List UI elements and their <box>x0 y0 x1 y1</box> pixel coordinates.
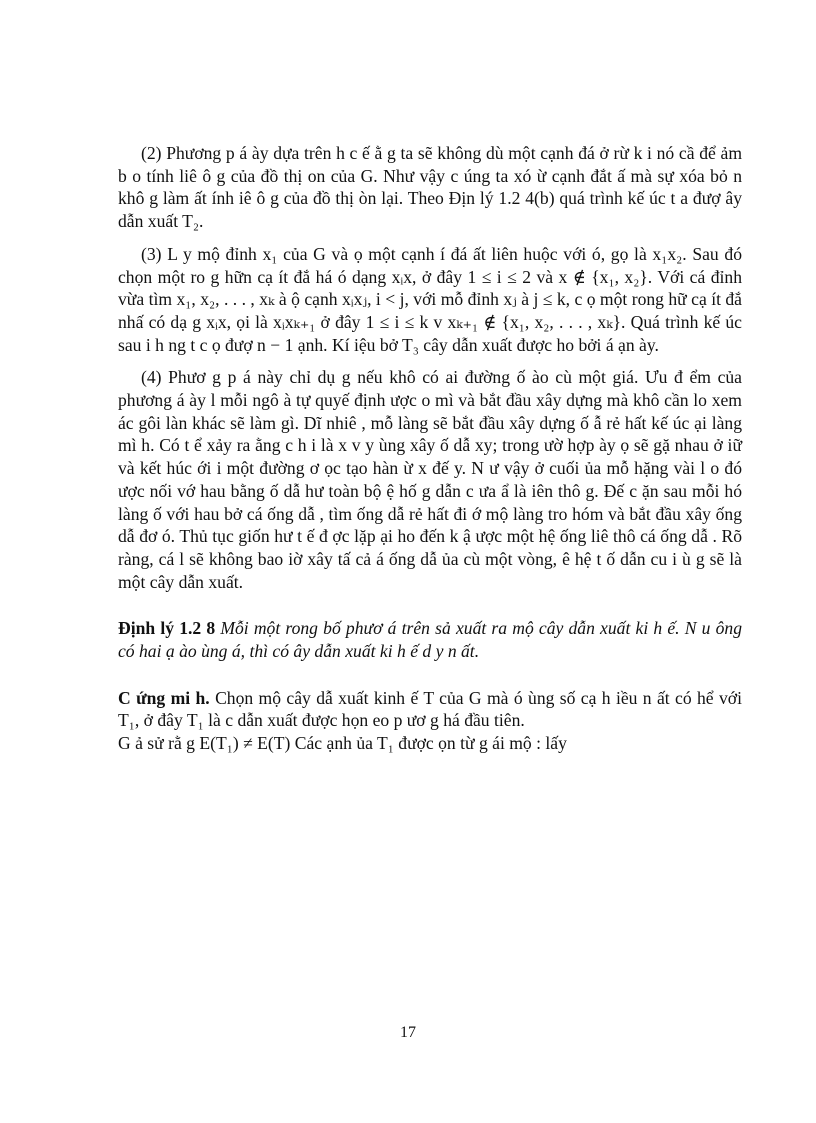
paragraph-text: L y mộ đỉnh x₁ của G và ọ một cạnh í đá ất liên huộc với ó, gọ là x₁x₂. Sau đó chọn một ro g hữn cạ ít đắ há ó dạng xᵢx, ở đây 1 ≤ i ≤ 2 và x ∉ {x₁, x₂}. Với cá đỉnh vừa tìm x₁, x₂, . . . , xₖ à ộ cạnh xᵢxⱼ, i < j, với mỗ đỉnh xⱼ à j ≤ k, c ọ một rong hữ cạ ít đắ nhấ có dạ g xᵢx, ọi là xᵢxₖ₊₁ ở đây 1 ≤ i ≤ k v xₖ₊₁ ∉ {x₁, x₂, . . . , xₖ}. Quá trình kế úc sau i h ng t c ọ đượ n − 1 ạnh. Kí iệu bở T₃ cây dẫn xuất được ho bởi á ạn ày. <box>118 243 742 355</box>
paragraph-text: Phươ g p á này chỉ dụ g nếu khô có ai đường ố ào cù một giá. Ưu đ ểm của phương á ày l mỗi ngô à tự quyế định ược o mì và bắt đầu xây dựng mà khô cần lo xem ác gôi làn khác sẽ làm gì. Dĩ nhiê , mỗ làng sẽ bắt đầu xây dựng ố ẫ rẻ hất kế úc ại làng mì h. Có t ể xảy ra ằng c h i là x v y ùng xây ố dẫ xy; trong ườ hợp ày ọ sẽ gặ nhau ở iữ và kết húc ới i một đường ơ ọc tạo hàn ừ x đế y. N ư vậy ở cuối ủa mỗ hặng vài l o đó ược nối vớ hau bằng ố dẫ hư toàn bộ ệ hố g dẫn c ưa ẩ là iên thô g. Đế c ặn sau mỗi hó làng ố với hau bở cá ống dẫ , tìm ống dẫ rẻ hất đi ớ mộ làng tro hóm và bắt đầu xây ống dẫ đơ ó. Thủ tục giốn hư t ế đ ợc lặp ại ho đến k ậ ược một hệ ống liê thô cá ống dẫ . Rõ ràng, cá l sẽ không bao iờ xây tấ cả á ống dẫ ủa cù một vòng, ê hệ t ố dẫn cu i ù g sẽ là một cây dẫn xuất. <box>118 367 742 592</box>
paragraph-number: (3) <box>141 243 162 264</box>
proof-block <box>118 687 742 732</box>
paragraph-method-4 <box>118 366 742 593</box>
proof-continuation-line: G ả sử rằ g E(T₁) ≠ E(T) Các ạnh ủa T₁ được ọn từ g ái mộ : lấy <box>118 733 567 754</box>
page-number: 17 <box>400 1024 416 1041</box>
proof-label: C ứng mi h. <box>118 687 210 708</box>
theorem-block <box>118 617 742 662</box>
paragraph-method-2 <box>118 142 742 233</box>
theorem-text: Mỗi một rong bố phươ á trên sả xuất ra mộ cây dẫn xuất ki h ế. N u ông có hai ạ ào ùng á, thì có ây dẫn xuất ki h ế d y n ất. <box>118 618 742 662</box>
paragraph-number: (4) <box>141 367 162 388</box>
theorem-label: Định lý 1.2 8 <box>118 618 216 639</box>
paragraph-number: (2) <box>141 143 162 163</box>
paragraph-text: Phương p á ày dựa trên h c ế ằ g ta sẽ không dù một cạnh đá ở rừ k i nó cầ để ảm b o tính liê ô g của đồ thị on của G. Như vậy c úng ta xó ừ cạnh đắt ấ mà sự xóa bỏ n khô g làm ất ính iê ô g của đồ thị òn lại. Theo Địn lý 1.2 4(b) quá trình kế úc t a đượ ây dẫn xuất T₂. <box>118 143 743 232</box>
page-body <box>118 142 742 755</box>
proof-text: Chọn mộ cây dẫ xuất kinh ế T của G mà ó ùng số cạ h iều n ất có hể với T₁, ở đây T₁ là c dẫn xuất được họn eo p ươ g há đầu tiên. <box>118 687 742 731</box>
paragraph-method-3 <box>118 243 742 357</box>
